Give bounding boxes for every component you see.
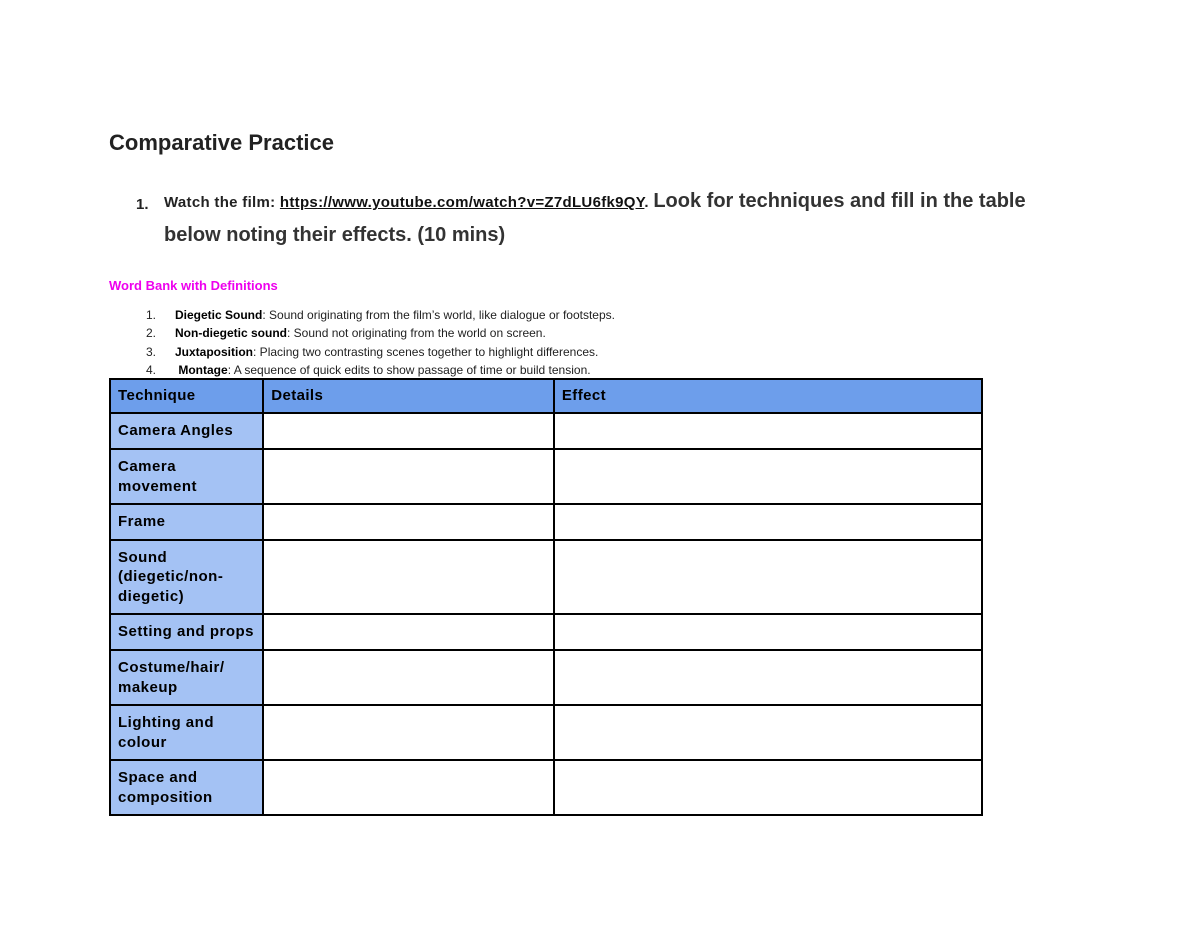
effect-cell[interactable] [554,449,982,504]
word-bank-definition: : Sound originating from the film’s world, like dialogue or footsteps. [262,308,615,322]
technique-cell: Sound (diegetic/non-diegetic) [110,540,263,614]
word-bank-term: Montage [178,362,228,377]
details-cell[interactable] [263,449,554,504]
details-cell[interactable] [263,705,554,760]
word-bank-number: 2. [146,326,157,341]
details-cell[interactable] [263,760,554,815]
word-bank-term: Non-diegetic sound [175,326,287,341]
table-row [110,760,982,815]
table-row [110,705,982,760]
table-row [110,540,982,614]
table-row [110,504,982,540]
technique-cell: Lighting and colour [110,705,263,760]
technique-cell: Camera Angles [110,413,263,449]
instruction-prefix: Watch the film: [164,194,280,211]
technique-cell: Space and composition [110,760,263,815]
word-bank-definition: : Sound not originating from the world on screen. [287,326,546,341]
word-bank-title: Word Bank with Definitions [109,278,278,293]
details-cell[interactable] [263,413,554,449]
table-row [110,413,982,449]
film-link[interactable]: https://www.youtube.com/watch?v=Z7dLU6fk9QY [279,194,645,211]
instruction-line-2: below noting their effects. (10 mins) [164,224,506,246]
header-details: Details [263,379,554,413]
effect-cell[interactable] [554,413,982,449]
effect-cell[interactable] [554,760,982,815]
effect-cell[interactable] [554,540,982,614]
word-bank-term: Juxtaposition [175,344,254,359]
details-cell[interactable] [263,540,554,614]
technique-cell: Camera movement [110,449,263,504]
technique-cell: Frame [110,504,263,540]
techniques-table [109,378,983,816]
effect-cell[interactable] [554,504,982,540]
technique-cell: Setting and props [110,614,263,650]
word-bank-number: 4. [146,362,157,377]
header-technique: Technique [110,379,263,413]
word-bank-definition: : A sequence of quick edits to show passage of time or build tension. [227,362,591,377]
details-cell[interactable] [263,504,554,540]
details-cell[interactable] [263,614,554,650]
instruction-number: 1. [136,196,149,213]
word-bank-number: 3. [146,344,157,359]
word-bank-term: Diegetic Sound [175,308,263,322]
word-bank-number: 1. [146,308,157,322]
effect-cell[interactable] [554,650,982,705]
instruction-rest: Look for techniques and fill in the table [653,190,1026,212]
header-effect: Effect [554,379,982,413]
instruction-after-link: . [644,194,654,211]
table-row [110,449,982,504]
table-header-row [110,379,982,413]
instruction-line-1 [164,190,1026,213]
table-row [110,614,982,650]
page-title: Comparative Practice [109,130,334,155]
effect-cell[interactable] [554,614,982,650]
table-row [110,650,982,705]
details-cell[interactable] [263,650,554,705]
effect-cell[interactable] [554,705,982,760]
word-bank-definition: : Placing two contrasting scenes together to highlight differences. [253,344,599,359]
technique-cell: Costume/hair/ makeup [110,650,263,705]
